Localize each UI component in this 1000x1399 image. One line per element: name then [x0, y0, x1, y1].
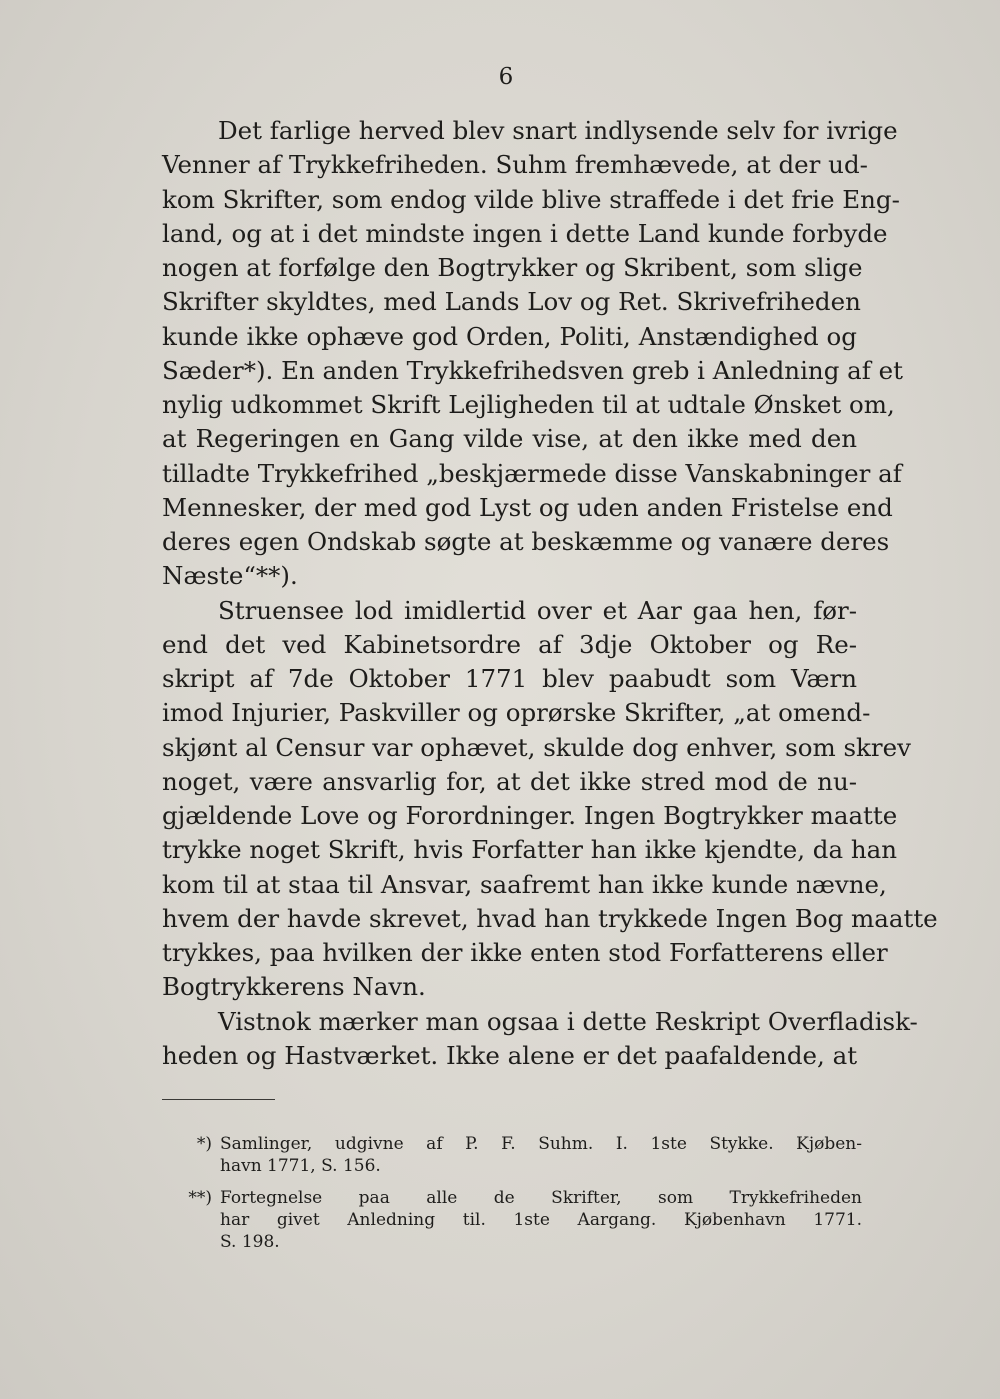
page-number: 6	[498, 64, 514, 90]
text-line: heden og Hastværket. Ikke alene er det paafaldende, at	[162, 1040, 858, 1070]
text-line: imod Injurier, Paskviller og oprørske Skrifter, „at omend-	[162, 698, 871, 728]
footnote-divider	[162, 1099, 275, 1100]
text-line: kom Skrifter, som endog vilde blive straffede i det frie Eng-	[162, 184, 900, 214]
text-line: trykke noget Skrift, hvis Forfatter han ikke kjendte, da han	[162, 835, 898, 865]
text-line: Venner af Trykkefriheden. Suhm fremhævede, at der ud-	[162, 150, 868, 180]
footnote-line: S. 198.	[220, 1232, 280, 1252]
text-line: kunde ikke ophæve god Orden, Politi, Anstændighed og	[162, 321, 857, 351]
text-line: Skrifter skyldtes, med Lands Lov og Ret. Skrivefriheden	[162, 287, 861, 317]
text-line: trykkes, paa hvilken der ikke enten stod Forfatterens eller	[162, 938, 888, 967]
footnotes	[162, 1133, 862, 1263]
text-line: Mennesker, der med god Lyst og uden anden Fristelse end	[162, 492, 893, 522]
text-line: end det ved Kabinetsordre af 3dje Oktober og Re-	[162, 629, 857, 659]
text-line: at Regeringen en Gang vilde vise, at den ikke med den	[162, 424, 857, 454]
text-line: land, og at i det mindste ingen i dette Land kunde forbyde	[162, 218, 888, 248]
text-line: Næste“**).	[162, 561, 298, 591]
text-line: nylig udkommet Skrift Lejligheden til at udtale Ønsket om,	[162, 390, 895, 419]
footnote-line: havn 1771, S. 156.	[220, 1156, 381, 1176]
text-line: hvem der havde skrevet, hvad han trykkede Ingen Bog maatte	[162, 903, 938, 933]
footnote-mark: *)	[196, 1134, 212, 1154]
text-line: skjønt al Censur var ophævet, skulde dog enhver, som skrev	[162, 732, 911, 762]
footnote-line: Fortegnelse paa alle de Skrifter, som Trykkefriheden	[220, 1188, 862, 1208]
text-line: Vistnok mærker man ogsaa i dette Reskript Overfladisk-	[218, 1006, 918, 1036]
text-line: gjældende Love og Forordninger. Ingen Bogtrykker maatte	[162, 801, 898, 830]
text-line: kom til at staa til Ansvar, saafremt han ikke kunde nævne,	[162, 869, 887, 899]
footnote	[162, 1187, 862, 1253]
footnote	[162, 1133, 862, 1177]
body-text	[162, 114, 938, 1073]
text-line: Det farlige herved blev snart indlysende selv for ivrige	[218, 116, 898, 145]
text-line: nogen at forfølge den Bogtrykker og Skribent, som slige	[162, 253, 863, 282]
text-line: skript af 7de Oktober 1771 blev paabudt som Værn	[162, 664, 857, 693]
footnote-line: Samlinger, udgivne af P. F. Suhm. I. 1ste Stykke. Kjøben-	[220, 1134, 862, 1154]
text-line: Struensee lod imidlertid over et Aar gaa hen, før-	[218, 595, 857, 625]
text-line: Bogtrykkerens Navn.	[162, 972, 426, 1002]
text-line: Sæder*). En anden Trykkefrihedsven greb i Anledning af et	[162, 355, 903, 385]
text-line: tilladte Trykkefrihed „beskjærmede disse Vanskabninger af	[162, 458, 902, 488]
footnote-line: har givet Anledning til. 1ste Aargang. Kjøbenhavn 1771.	[220, 1210, 862, 1230]
text-line: noget, være ansvarlig for, at det ikke stred mod de nu-	[162, 766, 857, 796]
footnote-mark: **)	[188, 1188, 212, 1208]
text-line: deres egen Ondskab søgte at beskæmme og vanære deres	[162, 527, 890, 556]
